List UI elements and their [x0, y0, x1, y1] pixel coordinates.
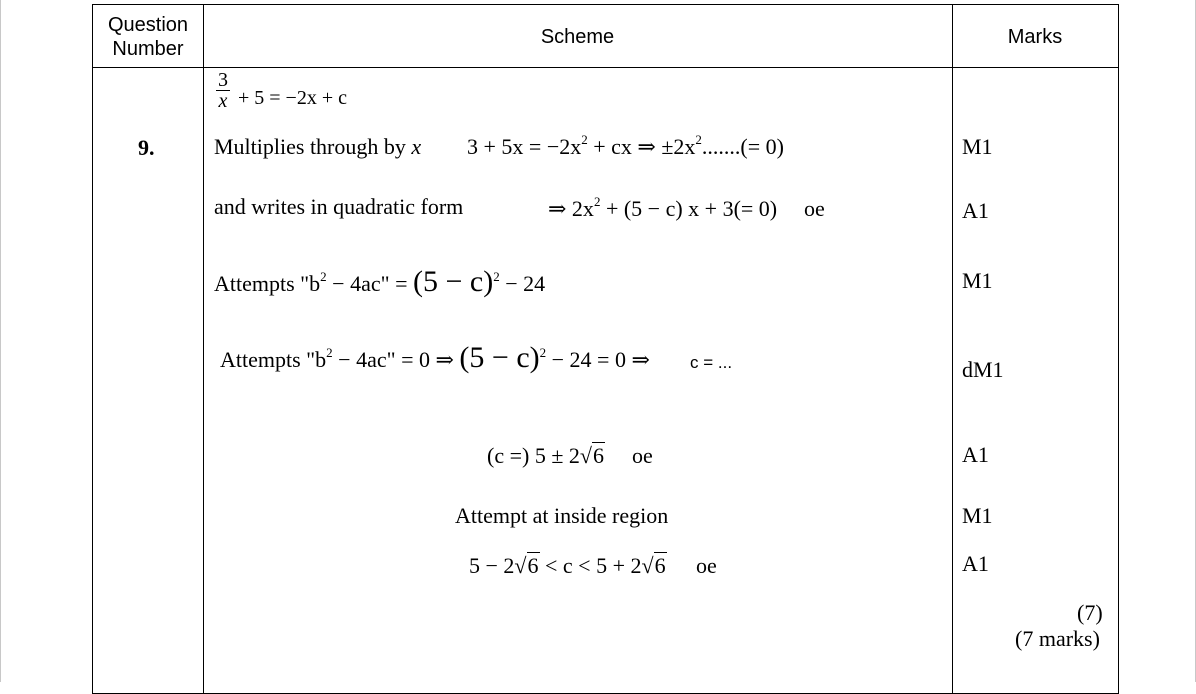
- line7-part1: 5 − 2: [469, 553, 515, 578]
- line0-equation: + 5 = −2x + c: [238, 87, 347, 109]
- line2-text: and writes in quadratic form: [214, 194, 464, 219]
- line5-oe: oe: [632, 443, 653, 468]
- line4-part4: − 24 = 0 ⇒: [546, 347, 650, 372]
- mark-m1: M1: [962, 268, 993, 293]
- line4-part2: − 4ac" = 0 ⇒: [332, 347, 460, 372]
- line5-part1: (c =) 5 ± 2: [487, 443, 580, 468]
- sqrt-sign: √: [641, 553, 654, 578]
- line2-oe: oe: [804, 196, 825, 221]
- column-divider-1: [203, 5, 204, 693]
- line4-part3: (5 − c): [459, 341, 540, 374]
- line2-equation: [548, 196, 777, 222]
- line7-oe: oe: [696, 553, 717, 578]
- header-question-number: Question Number: [107, 14, 189, 60]
- sup-2: 2: [326, 345, 333, 360]
- sup-2: 2: [581, 132, 588, 147]
- header-scheme: Scheme: [540, 26, 615, 48]
- line6-text: Attempt at inside region: [455, 503, 669, 528]
- question-number: 9.: [138, 135, 155, 160]
- fraction-numerator: 3: [218, 69, 228, 91]
- line3-equation: [214, 265, 546, 298]
- line7-radicand-2: 6: [654, 553, 666, 578]
- sup-2: 2: [539, 345, 547, 360]
- sup-2: 2: [593, 194, 601, 209]
- line3-part3: (5 − c): [412, 265, 494, 298]
- sup-2: 2: [320, 269, 327, 284]
- column-divider-2: [952, 5, 953, 693]
- mark-m1: M1: [962, 134, 993, 159]
- fraction-denominator: x: [218, 90, 228, 112]
- fraction-3-over-x: [216, 70, 230, 111]
- line5-radicand: 6: [592, 443, 604, 468]
- line7-radicand-1: 6: [527, 553, 539, 578]
- subtotal-marks: (7): [1077, 600, 1103, 625]
- line1-equation: [467, 134, 784, 160]
- page-left-edge: [0, 0, 1, 682]
- line1-eq-tail: .......(= 0): [701, 134, 784, 159]
- sqrt-sign: √: [579, 443, 592, 468]
- mark-m1: M1: [962, 503, 993, 528]
- line7-part2: < c < 5 + 2: [539, 553, 642, 578]
- line1-eq-part2: + cx ⇒ ±2x: [587, 134, 696, 159]
- line4-equation: [220, 341, 650, 374]
- header-divider: [93, 67, 1118, 68]
- mark-a1: A1: [962, 442, 989, 467]
- line4-c-value: c = ...: [690, 353, 733, 372]
- mark-dm1: dM1: [962, 357, 1004, 382]
- line3-part1: Attempts "b: [214, 271, 321, 296]
- line1-text: [214, 134, 421, 160]
- line2-eq-part1: ⇒ 2x: [548, 196, 594, 221]
- line2-eq-part2: + (5 − c) x + 3(= 0): [600, 196, 778, 221]
- line7-equation: [469, 553, 667, 579]
- line1-label: Multiplies through by: [214, 134, 412, 159]
- line4-part1: Attempts "b: [220, 347, 327, 372]
- line3-part4: − 24: [499, 271, 546, 296]
- line3-part2: − 4ac" =: [326, 271, 413, 296]
- sqrt-sign: √: [514, 553, 527, 578]
- line1-x: x: [411, 134, 422, 159]
- sup-2: 2: [695, 132, 702, 147]
- line5-equation: [487, 443, 605, 469]
- mark-a1: A1: [962, 198, 989, 223]
- sup-2: 2: [493, 269, 500, 284]
- mark-a1: A1: [962, 551, 989, 576]
- total-marks: (7 marks): [1015, 626, 1100, 651]
- header-marks: Marks: [1007, 26, 1063, 48]
- line1-eq-part1: 3 + 5x = −2x: [467, 134, 582, 159]
